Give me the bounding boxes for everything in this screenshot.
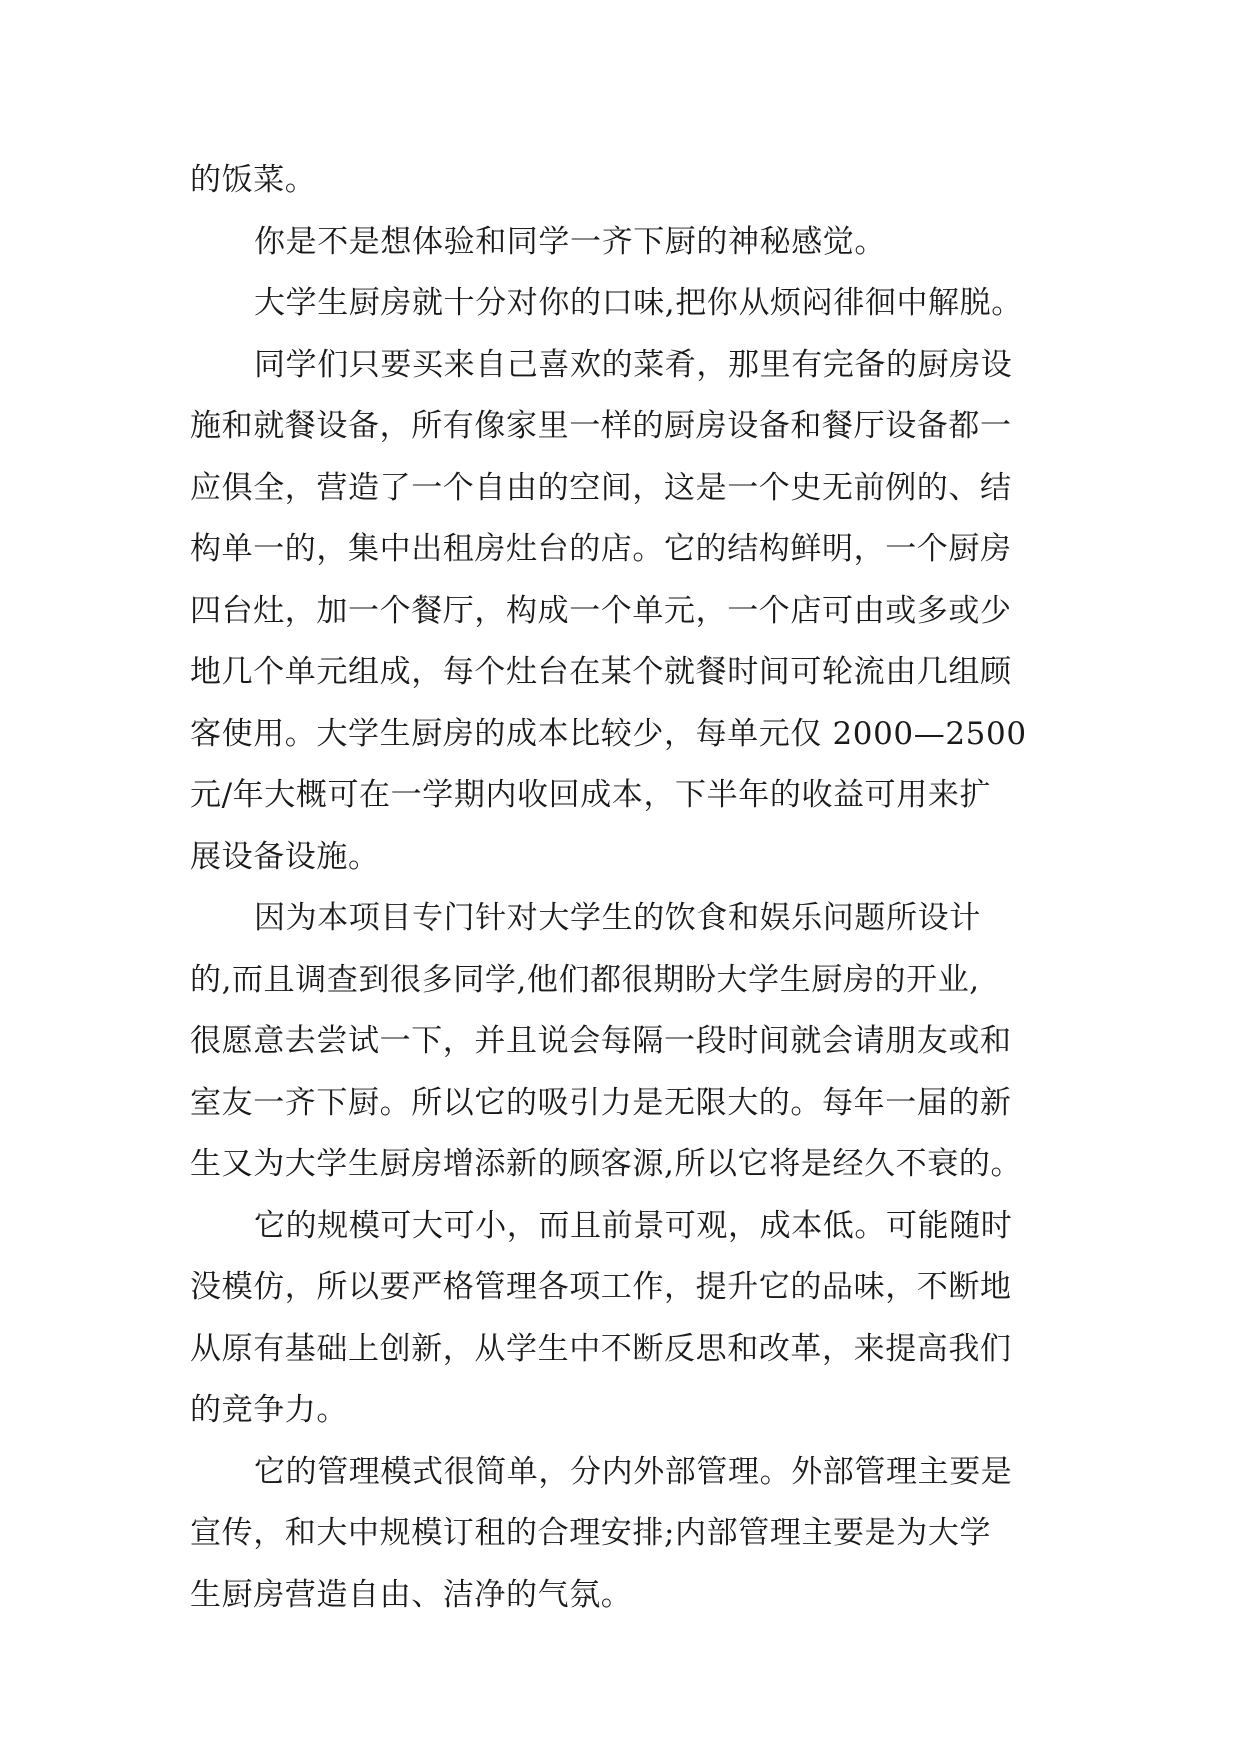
text-line: 它的管理模式很简单，分内外部管理。外部管理主要是	[254, 1453, 1013, 1490]
text-line: 室友一齐下厨。所以它的吸引力是无限大的。每年一届的新	[190, 1084, 1012, 1121]
text-line: 的饭菜。	[190, 162, 317, 198]
text-line: 很愿意去尝试一下，并且说会每隔一段时间就会请朋友或和	[190, 1023, 1012, 1059]
text-line: 大学生厨房就十分对你的口味,把你从烦闷徘徊中解脱。	[254, 285, 1023, 321]
document-body-text	[190, 150, 1050, 1626]
text-line: 客使用。大学生厨房的成本比较少，每单元仅 2000—2500	[190, 715, 1027, 752]
text-line: 的竞争力。	[190, 1392, 348, 1428]
text-line: 展设备设施。	[190, 838, 380, 875]
text-line: 没模仿，所以要严格管理各项工作，提升它的品味，不断地	[190, 1269, 1012, 1305]
text-line: 元/年大概可在一学期内收回成本，下半年的收益可用来扩	[190, 777, 992, 813]
text-line: 构单一的，集中出租房灶台的店。它的结构鲜明，一个厨房	[190, 531, 1012, 567]
text-line: 从原有基础上创新，从学生中不断反思和改革，来提高我们	[190, 1330, 1012, 1367]
text-line: 地几个单元组成，每个灶台在某个就餐时间可轮流由几组顾	[190, 654, 1012, 690]
text-line: 生又为大学生厨房增添新的顾客源,所以它将是经久不衰的。	[190, 1146, 1023, 1182]
text-line: 因为本项目专门针对大学生的饮食和娱乐问题所设计	[254, 900, 981, 936]
text-line: 它的规模可大可小，而且前景可观，成本低。可能随时	[254, 1207, 1013, 1244]
text-line: 施和就餐设备，所有像家里一样的厨房设备和餐厅设备都一	[190, 408, 1012, 444]
text-line: 你是不是想体验和同学一齐下厨的神秘感觉。	[254, 223, 886, 260]
text-line: 生厨房营造自由、洁净的气氛。	[190, 1576, 633, 1613]
text-line: 四台灶，加一个餐厅，构成一个单元，一个店可由或多或少	[190, 592, 1012, 629]
text-line: 同学们只要买来自己喜欢的菜肴，那里有完备的厨房设	[254, 346, 1013, 383]
text-line: 应俱全，营造了一个自由的空间，这是一个史无前例的、结	[190, 469, 1012, 506]
text-line: 宣传，和大中规模订租的合理安排;内部管理主要是为大学	[190, 1515, 992, 1551]
text-line: 的,而且调查到很多同学,他们都很期盼大学生厨房的开业,	[190, 961, 980, 998]
